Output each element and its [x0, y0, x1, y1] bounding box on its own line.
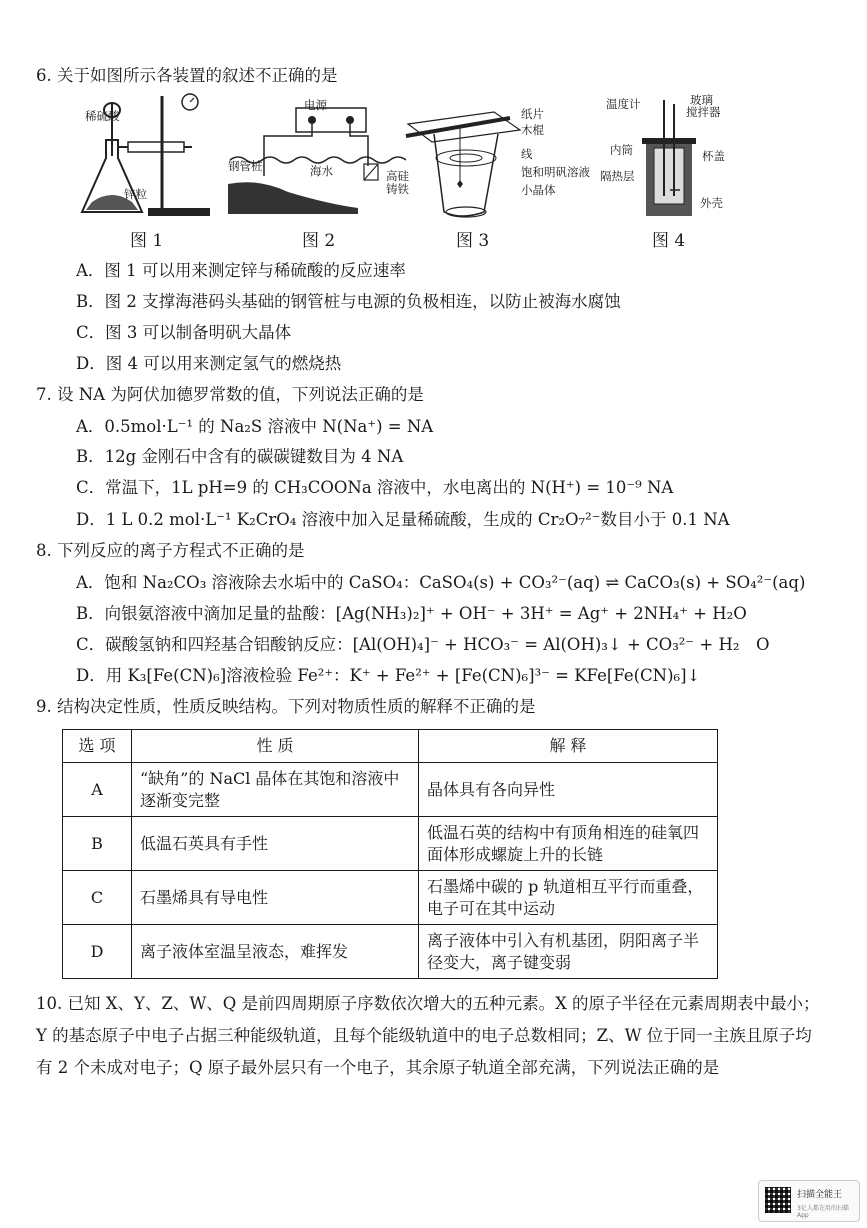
fig4-label-insulation: 隔热层: [600, 169, 635, 183]
q7-option-a: A．0.5mol·L⁻¹ 的 Na₂S 溶液中 N(Na⁺) = NA: [76, 417, 434, 436]
q10-text: 10. 已知 X、Y、Z、W、Q 是前四周期原子序数依次增大的五种元素。X 的原子半径在元素周期表中最小；Y 的基态原子中电子占据三种能级轨道，且每个能级轨道中的电子总数相同；Z、W 位于同一主族且原子均有 2 个未成对电子；Q 原子最外层只有一个电子，其余原子轨道全部充满，下列说法正确的是: [36, 994, 820, 1077]
table-header-row: [63, 730, 718, 763]
qr-code-icon: [765, 1187, 791, 1213]
table-row: [63, 763, 718, 817]
row-a-option: A: [63, 763, 132, 817]
q7-option-d: D．1 L 0.2 mol·L⁻¹ K₂CrO₄ 溶液中加入足量稀硫酸，生成的 Cr₂O₇²⁻数目小于 0.1 NA: [76, 510, 730, 529]
row-d-property: 离子液体室温呈液态，难挥发: [132, 925, 419, 979]
q9-stem: 9. 结构决定性质，性质反映结构。下列对物质性质的解释不正确的是: [36, 697, 536, 716]
q6-option-c: C．图 3 可以制备明矾大晶体: [76, 323, 292, 342]
q8-option-a: A．饱和 Na₂CO₃ 溶液除去水垢中的 CaSO₄：CaSO₄(s) + CO₃²⁻(aq) ⇌ CaCO₃(s) + SO₄²⁻(aq): [76, 573, 806, 592]
q7-stem: 7. 设 NA 为阿伏加德罗常数的值，下列说法正确的是: [36, 385, 424, 404]
fig4-label-shell: 外壳: [700, 196, 723, 210]
q6-option-d: D．图 4 可以用来测定氢气的燃烧热: [76, 354, 342, 373]
fig3-label-thread: 线: [521, 147, 533, 161]
q6-option-b: B．图 2 支撑海港码头基础的钢管桩与电源的负极相连，以防止被海水腐蚀: [76, 292, 621, 311]
scanner-badge: [758, 1180, 860, 1222]
fig1-caption: 图 1: [130, 231, 164, 251]
table-row: [63, 871, 718, 925]
fig1-label-zinc: 锌粒: [124, 187, 147, 201]
table-row: [63, 817, 718, 871]
fig4-caption: 图 4: [652, 231, 686, 251]
row-b-option: B: [63, 817, 132, 871]
figure-2-apparatus: [228, 96, 418, 218]
q8-stem: 8. 下列反应的离子方程式不正确的是: [36, 541, 305, 560]
fig3-label-crystal: 小晶体: [521, 183, 556, 197]
q8-option-c: C．碳酸氢钠和四羟基合铝酸钠反应：[Al(OH)₄]⁻ + HCO₃⁻ = Al(OH)₃↓ + CO₃²⁻ + H₂ O: [76, 635, 770, 654]
fig4-label-glass1: 玻璃: [690, 93, 713, 107]
fig4-label-lid: 杯盖: [702, 149, 725, 163]
fig1-label-acid: 稀硫酸: [85, 109, 120, 123]
fig4-label-thermometer: 温度计: [606, 97, 641, 111]
q8-option-b: B．向银氨溶液中滴加足量的盐酸：[Ag(NH₃)₂]⁺ + OH⁻ + 3H⁺ = Ag⁺ + 2NH₄⁺ + H₂O: [76, 604, 747, 623]
fig3-label-paper: 纸片: [521, 107, 544, 121]
fig3-label-stick: 木棍: [521, 123, 544, 137]
q6-option-a: A．图 1 可以用来测定锌与稀硫酸的反应速率: [76, 261, 406, 280]
fig2-label-iron1: 高硅: [386, 169, 409, 183]
badge-title: 扫描全能王: [797, 1190, 843, 1200]
fig4-label-glass2: 搅拌器: [686, 105, 721, 119]
row-a-property: “缺角”的 NaCl 晶体在其饱和溶液中逐渐变完整: [132, 763, 419, 817]
header-property: 性 质: [132, 730, 419, 763]
fig3-label-solution: 饱和明矾溶液: [521, 165, 590, 179]
row-d-explanation: 离子液体中引入有机基团，阴阳离子半径变大，离子键变弱: [419, 925, 718, 979]
fig4-label-inner: 内筒: [610, 143, 633, 157]
row-c-property: 石墨烯具有导电性: [132, 871, 419, 925]
row-a-explanation: 晶体具有各向异性: [419, 763, 718, 817]
q6-stem: 6. 关于如图所示各装置的叙述不正确的是: [36, 66, 338, 85]
row-c-explanation: 石墨烯中碳的 p 轨道相互平行而重叠，电子可在其中运动: [419, 871, 718, 925]
fig2-label-iron2: 铸铁: [386, 182, 409, 196]
q8-option-d: D．用 K₃[Fe(CN)₆]溶液检验 Fe²⁺：K⁺ + Fe²⁺ + [Fe(CN)₆]³⁻ = KFe[Fe(CN)₆]↓: [76, 666, 701, 685]
row-b-explanation: 低温石英的结构中有顶角相连的硅氧四面体形成螺旋上升的长链: [419, 817, 718, 871]
header-explanation: 解 释: [419, 730, 718, 763]
table-row: [63, 925, 718, 979]
q7-option-c: C．常温下，1L pH=9 的 CH₃COONa 溶液中，水电离出的 N(H⁺) = 10⁻⁹ NA: [76, 478, 674, 497]
row-b-property: 低温石英具有手性: [132, 817, 419, 871]
row-d-option: D: [63, 925, 132, 979]
q7-option-b: B．12g 金刚石中含有的碳碳键数目为 4 NA: [76, 447, 404, 466]
fig2-label-power: 电源: [304, 98, 327, 112]
fig3-caption: 图 3: [456, 231, 490, 251]
fig2-caption: 图 2: [302, 231, 336, 251]
header-option: 选 项: [63, 730, 132, 763]
fig2-label-seawater: 海水: [310, 164, 333, 178]
q9-table: [62, 729, 718, 979]
badge-subtitle: 3亿人都在用的扫描App: [797, 1205, 849, 1219]
fig2-label-pile: 钢管桩: [228, 159, 263, 173]
figure-3-apparatus: [404, 104, 524, 222]
row-c-option: C: [63, 871, 132, 925]
